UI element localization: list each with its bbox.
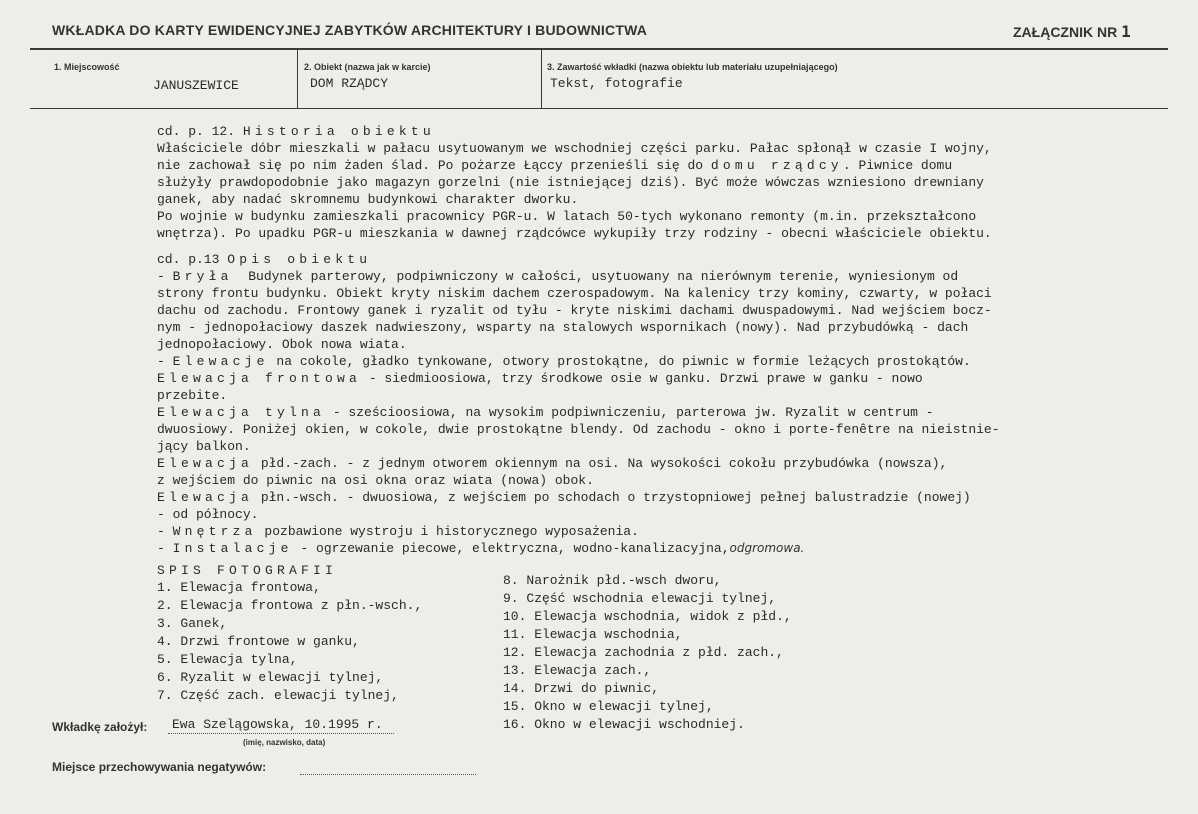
description-term: Elewacja [157,490,254,505]
negatives-label: Miejsce przechowywania negatywów: [52,760,267,774]
history-line: Właściciele dóbr mieszkali w pałacu usytuowanym we wschodniej części parku. Pałac spłonął w czasie I wojny, [157,141,992,156]
description-text: płd.-zach. - z jednym otworem okiennym na osi. Na wysokości cokołu przybudówka (nowsza), [253,456,948,471]
field-divider-1 [297,50,298,108]
photo-item: 2. Elewacja frontowa z płn.-wsch., [157,598,423,613]
photo-list-left [157,561,423,711]
description-term: Elewacja tylna [157,405,326,420]
handwritten-addition: odgromowa. [729,541,805,555]
photo-item: 14. Drzwi do piwnic, [503,681,660,696]
annex-number: 1 [1121,22,1131,41]
description-term: Instalacje [172,541,293,556]
history-heading-line [157,123,435,140]
dash: - [157,269,173,284]
description-term: Elewacja frontowa [157,371,362,386]
description-line [157,268,958,285]
description-ref: cd. p.13 [157,252,220,267]
description-text: płn.-wsch. - dwuosiowa, z wejściem po schodach o trzystopniowej pełnej balustradzie (nowej) [253,490,971,505]
photo-item: 1. Elewacja frontowa, [157,580,321,595]
description-term: Elewacje [172,354,269,369]
history-line: ganek, aby nadać skromnemu budynkowi charakter dworku. [157,192,579,207]
history-line: służyły prawdopodobnie jako magazyn gorzelni (nie istniejącej dziś). Być może wówczas wzniesiono drewniany [157,175,984,190]
history-line: Po wojnie w budynku zamieszkali pracownicy PGR-u. W latach 50-tych wykonano remonty (m.in. przekształcono [157,209,977,224]
description-line [157,404,934,421]
negatives-dotted-line [300,774,476,775]
description-text: na cokole, gładko tynkowane, otwory prostokątne, do piwnic w formie leżących prostokątów. [268,354,971,369]
form-title: WKŁADKA DO KARTY EWIDENCYJNEJ ZABYTKÓW ARCHITEKTURY I BUDOWNICTWA [52,22,648,38]
author-dotted-line [168,733,394,734]
main-text [157,123,1067,556]
author-label: Wkładkę założył: [52,720,148,734]
history-emphasis: domu rządcy [710,158,843,173]
description-line: przebite. [157,388,228,403]
description-line: - od północy. [157,507,259,522]
author-caption: (imię, nazwisko, data) [243,738,326,747]
header-rule [30,48,1168,50]
description-line [157,370,923,387]
content-label: 3. Zawartość wkładki (nazwa obiektu lub materiału uzupełniającego) [547,62,838,72]
history-line [157,157,952,174]
description-text: - sześcioosiowa, na wysokim podpiwniczeniu, parterowa jw. Ryzalit w centrum - [325,405,934,420]
description-line [157,489,971,506]
photo-item: 9. Część wschodnia elewacji tylnej, [503,591,777,606]
description-line [157,540,804,557]
description-line [157,353,971,370]
description-line: z wejściem do piwnic na osi okna oraz wiata (nowa) obok. [157,473,594,488]
history-heading: Historia obiektu [242,124,435,139]
photo-item: 12. Elewacja zachodnia z płd. zach., [503,645,784,660]
history-line: wnętrza). Po upadku PGR-u mieszkania w dawnej rządcówce wykupiły trzy rodziny - obecni właściciele obiektu. [157,226,992,241]
photo-item: 10. Elewacja wschodnia, widok z płd., [503,609,792,624]
description-line: jednopołaciowy. Obok nowa wiata. [157,337,407,352]
photo-item: 5. Elewacja tylna, [157,652,298,667]
photo-item: 15. Okno w elewacji tylnej, [503,699,714,714]
description-line: nym - jednopołaciowy daszek nadwieszony, wsparty na stalowych wspornikach (nowy). Nad przybudówką - dach [157,320,969,335]
dash: - [157,524,173,539]
photo-item: 3. Ganek, [157,616,228,631]
dash: - [157,354,173,369]
author-value: Ewa Szelągowska, 10.1995 r. [172,717,383,732]
photo-item: 13. Elewacja zach., [503,663,652,678]
description-text: - siedmioosiowa, trzy środkowe osie w ganku. Drzwi prawe w ganku - nowo [361,371,923,386]
photo-item: 6. Ryzalit w elewacji tylnej, [157,670,384,685]
locality-value: JANUSZEWICE [153,78,239,93]
photo-list-heading: SPIS FOTOGRAFII [157,563,338,578]
description-term: Bryła [172,269,233,284]
locality-label: 1. Miejscowość [54,62,120,72]
photo-item: 11. Elewacja wschodnia, [503,627,683,642]
description-line: dachu od zachodu. Frontowy ganek i ryzalit od tyłu - kryte niskimi dachami dwuspadowymi. Nad wejściem bocz- [157,303,992,318]
photo-item: 8. Narożnik płd.-wsch dworu, [503,573,722,588]
photo-item: 16. Okno w elewacji wschodniej. [503,717,745,732]
description-line: jący balkon. [157,439,251,454]
photo-list-right [503,571,792,736]
photo-item: 4. Drzwi frontowe w ganku, [157,634,360,649]
object-value: DOM RZĄDCY [310,76,389,91]
history-text: nie zachował się po nim żaden ślad. Po pożarze Łąccy przenieśli się do [157,158,711,173]
description-line: dwuosiowy. Poniżej okien, w cokole, dwie prostokątne blendy. Od zachodu - okno i porte-fenêtre na nieistnie- [157,422,1000,437]
history-ref: cd. p. 12. [157,124,236,139]
description-text: - ogrzewanie piecowe, elektryczna, wodno-kanalizacyjna, [292,541,730,556]
object-label: 2. Obiekt (nazwa jak w karcie) [304,62,431,72]
description-line: strony frontu budynku. Obiekt kryty niskim dachem czerospadowym. Na kalenicy trzy kominy, czwarty, w połaci [157,286,992,301]
fields-rule [30,108,1168,109]
description-text: Budynek parterowy, podpiwniczony w całości, usytuowany na nierównym terenie, wyniesionym od [232,269,959,284]
content-value: Tekst, fotografie [550,76,683,91]
description-term: Elewacja [157,456,254,471]
description-text: pozbawione wystroju i historycznego wyposażenia. [256,524,639,539]
photo-item: 7. Część zach. elewacji tylnej, [157,688,399,703]
annex-label [1013,22,1131,41]
description-term: Wnętrza [172,524,257,539]
history-text: . Piwnice domu [842,158,953,173]
annex-label-text: ZAŁĄCZNIK NR [1013,24,1118,40]
description-line [157,455,947,472]
description-line [157,523,639,540]
description-heading-line [157,251,371,268]
field-divider-2 [541,50,542,108]
dash: - [157,541,173,556]
description-heading: Opis obiektu [227,252,372,267]
